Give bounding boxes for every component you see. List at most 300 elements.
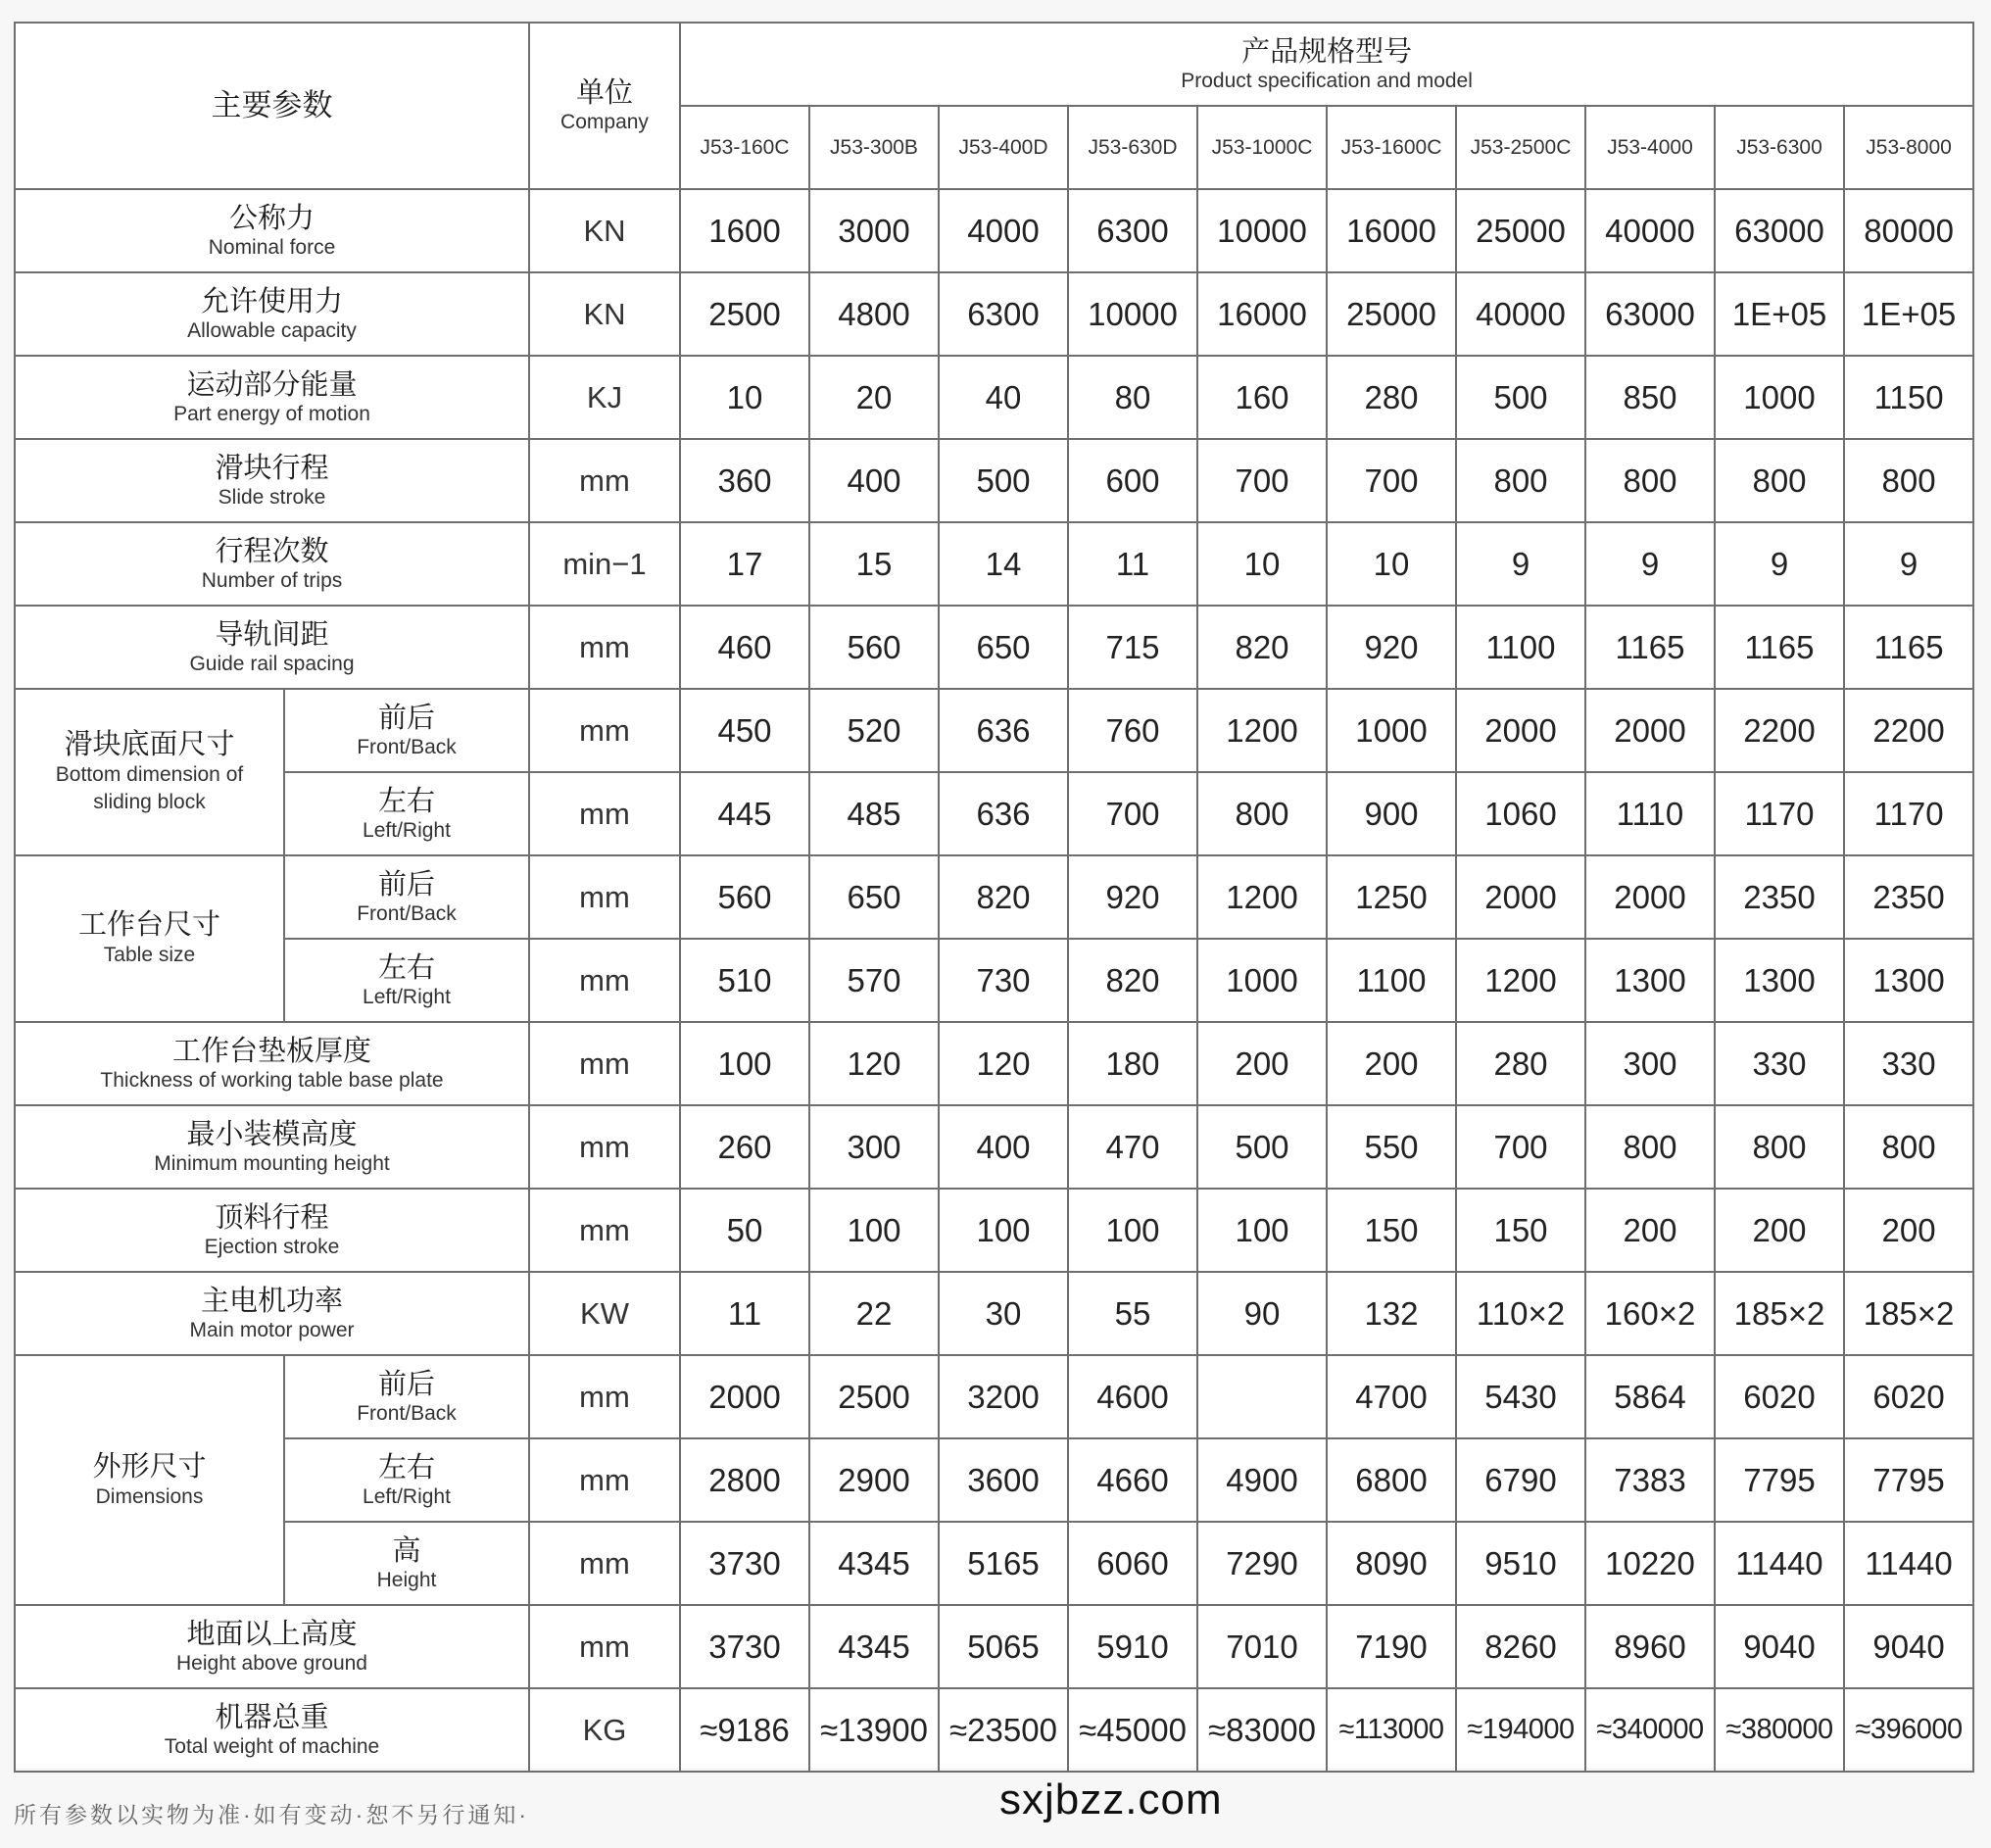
value-cell: 1100 [1456, 606, 1585, 689]
unit-cell: KG [529, 1688, 680, 1772]
value-cell: 3730 [680, 1522, 809, 1605]
value-cell: 1300 [1715, 939, 1844, 1022]
table-row [15, 1105, 1973, 1189]
param-sub-label [284, 939, 529, 1022]
value-cell: 636 [939, 772, 1068, 855]
param-sub-label [284, 1438, 529, 1522]
value-cell: 2000 [1456, 689, 1585, 772]
header-unit-en: Company [560, 111, 649, 133]
value-cell: 4345 [809, 1605, 939, 1688]
value-cell: 11 [1068, 522, 1197, 606]
value-cell: 920 [1327, 606, 1456, 689]
value-cell: 9510 [1456, 1522, 1585, 1605]
value-cell: 100 [809, 1189, 939, 1272]
value-cell: ≈340000 [1585, 1688, 1715, 1772]
param-label-en: Ejection stroke [204, 1235, 340, 1258]
value-cell: 7795 [1715, 1438, 1844, 1522]
table-row [15, 1189, 1973, 1272]
value-cell: 800 [1585, 1105, 1715, 1189]
param-label [15, 1688, 529, 1772]
param-label-cn: 导轨间距 [215, 618, 329, 651]
value-cell: 160 [1197, 356, 1327, 439]
value-cell: 280 [1456, 1022, 1585, 1105]
value-cell: 20 [809, 356, 939, 439]
table-row [15, 939, 1973, 1022]
table-row [15, 1022, 1973, 1105]
value-cell: 2000 [680, 1355, 809, 1438]
value-cell: 5430 [1456, 1355, 1585, 1438]
model-header-cell: J53-6300 [1715, 106, 1844, 189]
unit-cell: KN [529, 272, 680, 356]
value-cell: 3000 [809, 189, 939, 272]
value-cell: 300 [1585, 1022, 1715, 1105]
unit-cell: mm [529, 1105, 680, 1189]
value-cell: 1000 [1327, 689, 1456, 772]
param-label-en: Height above ground [176, 1651, 367, 1675]
model-header-cell: J53-630D [1068, 106, 1197, 189]
param-sub-label-en: Front/Back [357, 1401, 457, 1425]
model-header-cell: J53-160C [680, 106, 809, 189]
value-cell: 110×2 [1456, 1272, 1585, 1355]
param-sub-label [284, 855, 529, 939]
value-cell: 10000 [1197, 189, 1327, 272]
value-cell: 5910 [1068, 1605, 1197, 1688]
unit-cell: KJ [529, 356, 680, 439]
unit-cell: mm [529, 939, 680, 1022]
value-cell: 520 [809, 689, 939, 772]
value-cell: 1165 [1715, 606, 1844, 689]
param-sub-label-en: Left/Right [363, 818, 451, 842]
value-cell: 11440 [1844, 1522, 1973, 1605]
unit-cell: mm [529, 1522, 680, 1605]
value-cell: 8260 [1456, 1605, 1585, 1688]
value-cell: 200 [1197, 1022, 1327, 1105]
value-cell: 570 [809, 939, 939, 1022]
value-cell: 760 [1068, 689, 1197, 772]
value-cell: 4800 [809, 272, 939, 356]
unit-cell: mm [529, 855, 680, 939]
param-sub-label [284, 1522, 529, 1605]
param-label [15, 1022, 529, 1105]
value-cell: 300 [809, 1105, 939, 1189]
value-cell: 8090 [1327, 1522, 1456, 1605]
value-cell: 185×2 [1715, 1272, 1844, 1355]
value-cell: 2350 [1844, 855, 1973, 939]
param-label [15, 356, 529, 439]
value-cell: ≈23500 [939, 1688, 1068, 1772]
table-row [15, 855, 1973, 939]
param-label [15, 1605, 529, 1688]
value-cell: 14 [939, 522, 1068, 606]
value-cell: 11 [680, 1272, 809, 1355]
unit-cell: min−1 [529, 522, 680, 606]
param-sub-label-en: Height [376, 1568, 437, 1591]
value-cell: 2500 [680, 272, 809, 356]
spec-table [14, 22, 1974, 1773]
value-cell: ≈13900 [809, 1688, 939, 1772]
value-cell: 8960 [1585, 1605, 1715, 1688]
value-cell: 1200 [1456, 939, 1585, 1022]
value-cell: 636 [939, 689, 1068, 772]
value-cell: 560 [680, 855, 809, 939]
value-cell: 2800 [680, 1438, 809, 1522]
value-cell: 360 [680, 439, 809, 522]
value-cell: 6790 [1456, 1438, 1585, 1522]
param-label-en: Guide rail spacing [189, 652, 355, 675]
header-unit [529, 23, 680, 189]
value-cell: 4660 [1068, 1438, 1197, 1522]
table-row [15, 522, 1973, 606]
value-cell: 4900 [1197, 1438, 1327, 1522]
value-cell: 2200 [1715, 689, 1844, 772]
value-cell: 6300 [1068, 189, 1197, 272]
value-cell: 500 [939, 439, 1068, 522]
value-cell: 850 [1585, 356, 1715, 439]
param-label-en: Thickness of working table base plate [100, 1068, 444, 1092]
unit-cell: KW [529, 1272, 680, 1355]
param-group-label-cn: 滑块底面尺寸 [64, 729, 235, 760]
param-sub-label-cn: 高 [392, 1534, 421, 1567]
param-label-cn: 顶料行程 [215, 1201, 329, 1234]
value-cell: 17 [680, 522, 809, 606]
value-cell: 7010 [1197, 1605, 1327, 1688]
table-row [15, 606, 1973, 689]
value-cell: 1250 [1327, 855, 1456, 939]
unit-cell: mm [529, 606, 680, 689]
value-cell: 900 [1327, 772, 1456, 855]
header-spec-cn: 产品规格型号 [1241, 35, 1413, 68]
value-cell: 470 [1068, 1105, 1197, 1189]
value-cell: 2000 [1585, 855, 1715, 939]
spec-table-container [14, 22, 1972, 1768]
value-cell: 132 [1327, 1272, 1456, 1355]
param-sub-label-cn: 前后 [377, 702, 435, 734]
value-cell: 200 [1844, 1189, 1973, 1272]
param-group-label-en: Dimensions [95, 1484, 204, 1508]
value-cell: 10 [680, 356, 809, 439]
unit-cell: mm [529, 1605, 680, 1688]
value-cell: 5065 [939, 1605, 1068, 1688]
value-cell: 16000 [1327, 189, 1456, 272]
value-cell: 1165 [1844, 606, 1973, 689]
param-label-cn: 工作台垫板厚度 [171, 1035, 371, 1067]
value-cell: 1150 [1844, 356, 1973, 439]
value-cell: 800 [1715, 1105, 1844, 1189]
value-cell: 650 [809, 855, 939, 939]
value-cell: 200 [1715, 1189, 1844, 1272]
param-sub-label-cn: 左右 [377, 1451, 435, 1483]
value-cell: 40000 [1585, 189, 1715, 272]
value-cell: 3600 [939, 1438, 1068, 1522]
value-cell: 800 [1456, 439, 1585, 522]
value-cell: 400 [809, 439, 939, 522]
param-label [15, 439, 529, 522]
value-cell: 820 [1068, 939, 1197, 1022]
value-cell: 800 [1844, 439, 1973, 522]
param-label-cn: 公称力 [228, 202, 315, 234]
value-cell: 2350 [1715, 855, 1844, 939]
param-group-label-cn: 外形尺寸 [92, 1450, 207, 1483]
value-cell: 120 [939, 1022, 1068, 1105]
value-cell: 10 [1327, 522, 1456, 606]
value-cell: 400 [939, 1105, 1068, 1189]
table-row [15, 1272, 1973, 1355]
value-cell: 550 [1327, 1105, 1456, 1189]
param-label-en: Slide stroke [218, 485, 326, 509]
value-cell: 90 [1197, 1272, 1327, 1355]
param-label-en: Number of trips [201, 568, 343, 592]
value-cell: 1300 [1585, 939, 1715, 1022]
header-unit-cn: 单位 [575, 77, 633, 109]
value-cell: 5864 [1585, 1355, 1715, 1438]
value-cell: 2000 [1456, 855, 1585, 939]
param-label-cn: 行程次数 [215, 535, 329, 567]
param-sub-label [284, 689, 529, 772]
value-cell: 1000 [1715, 356, 1844, 439]
value-cell: ≈83000 [1197, 1688, 1327, 1772]
value-cell: 1170 [1715, 772, 1844, 855]
value-cell: 100 [939, 1189, 1068, 1272]
param-sub-label-cn: 左右 [377, 785, 435, 817]
value-cell: 9 [1844, 522, 1973, 606]
value-cell: 560 [809, 606, 939, 689]
value-cell: 1110 [1585, 772, 1715, 855]
param-sub-label-cn: 前后 [377, 1368, 435, 1400]
value-cell: 3730 [680, 1605, 809, 1688]
param-label-cn: 运动部分能量 [186, 368, 358, 401]
value-cell: 1600 [680, 189, 809, 272]
value-cell: 7190 [1327, 1605, 1456, 1688]
param-label [15, 522, 529, 606]
value-cell: ≈9186 [680, 1688, 809, 1772]
value-cell: 16000 [1197, 272, 1327, 356]
unit-cell: mm [529, 1022, 680, 1105]
param-sub-label-en: Front/Back [357, 901, 457, 925]
header-param [15, 23, 529, 189]
value-cell: 1300 [1844, 939, 1973, 1022]
param-label [15, 606, 529, 689]
value-cell: 800 [1585, 439, 1715, 522]
value-cell: 100 [1068, 1189, 1197, 1272]
param-label-cn: 主电机功率 [200, 1285, 343, 1317]
value-cell: 40000 [1456, 272, 1585, 356]
value-cell: 2500 [809, 1355, 939, 1438]
value-cell: 800 [1844, 1105, 1973, 1189]
value-cell: 25000 [1327, 272, 1456, 356]
value-cell: 4700 [1327, 1355, 1456, 1438]
param-label [15, 1189, 529, 1272]
value-cell: 7290 [1197, 1522, 1327, 1605]
value-cell: 6800 [1327, 1438, 1456, 1522]
value-cell: 3200 [939, 1355, 1068, 1438]
value-cell: 1165 [1585, 606, 1715, 689]
value-cell: 22 [809, 1272, 939, 1355]
value-cell: 30 [939, 1272, 1068, 1355]
value-cell: 1170 [1844, 772, 1973, 855]
value-cell: 25000 [1456, 189, 1585, 272]
table-row [15, 189, 1973, 272]
param-group-label-cn: 工作台尺寸 [77, 909, 220, 941]
unit-cell: mm [529, 1355, 680, 1438]
value-cell: 9040 [1844, 1605, 1973, 1688]
value-cell: 1060 [1456, 772, 1585, 855]
value-cell: 920 [1068, 855, 1197, 939]
value-cell: 700 [1456, 1105, 1585, 1189]
table-row [15, 356, 1973, 439]
table-row [15, 772, 1973, 855]
unit-cell: KN [529, 189, 680, 272]
value-cell: 1200 [1197, 855, 1327, 939]
value-cell: 6300 [939, 272, 1068, 356]
param-sub-label [284, 1355, 529, 1438]
value-cell: 820 [939, 855, 1068, 939]
param-sub-label-cn: 前后 [377, 868, 435, 900]
value-cell: 15 [809, 522, 939, 606]
value-cell: 330 [1715, 1022, 1844, 1105]
value-cell: 40 [939, 356, 1068, 439]
value-cell: 450 [680, 689, 809, 772]
value-cell: 7383 [1585, 1438, 1715, 1522]
value-cell: 460 [680, 606, 809, 689]
param-label [15, 1105, 529, 1189]
value-cell: 10220 [1585, 1522, 1715, 1605]
param-label [15, 189, 529, 272]
value-cell: 330 [1844, 1022, 1973, 1105]
value-cell: 185×2 [1844, 1272, 1973, 1355]
table-row [15, 1438, 1973, 1522]
value-cell: 730 [939, 939, 1068, 1022]
value-cell: 7795 [1844, 1438, 1973, 1522]
value-cell: 800 [1197, 772, 1327, 855]
value-cell: 63000 [1715, 189, 1844, 272]
param-sub-label [284, 772, 529, 855]
value-cell: 445 [680, 772, 809, 855]
value-cell: 50 [680, 1189, 809, 1272]
param-label [15, 272, 529, 356]
value-cell: 63000 [1585, 272, 1715, 356]
value-cell: 1E+05 [1715, 272, 1844, 356]
value-cell: 2000 [1585, 689, 1715, 772]
value-cell: 700 [1327, 439, 1456, 522]
value-cell: 9 [1715, 522, 1844, 606]
unit-cell: mm [529, 772, 680, 855]
value-cell: 485 [809, 772, 939, 855]
value-cell: 100 [680, 1022, 809, 1105]
value-cell: 510 [680, 939, 809, 1022]
param-group-label [15, 1355, 284, 1605]
value-cell: 100 [1197, 1189, 1327, 1272]
value-cell: 1100 [1327, 939, 1456, 1022]
value-cell: 10 [1197, 522, 1327, 606]
table-row [15, 1605, 1973, 1688]
value-cell: 2900 [809, 1438, 939, 1522]
value-cell: 2200 [1844, 689, 1973, 772]
value-cell: 9 [1456, 522, 1585, 606]
value-cell: 80000 [1844, 189, 1973, 272]
param-label-en: Minimum mounting height [154, 1151, 390, 1175]
model-header-cell: J53-8000 [1844, 106, 1973, 189]
param-group-label [15, 689, 284, 855]
param-label-cn: 机器总重 [215, 1701, 329, 1733]
value-cell: 9040 [1715, 1605, 1844, 1688]
value-cell: 4345 [809, 1522, 939, 1605]
value-cell: 1200 [1197, 689, 1327, 772]
value-cell: 80 [1068, 356, 1197, 439]
header-spec [680, 23, 1973, 106]
param-label-en: Part energy of motion [173, 402, 370, 425]
value-cell: 600 [1068, 439, 1197, 522]
value-cell: 500 [1456, 356, 1585, 439]
param-label-cn: 滑块行程 [215, 452, 329, 484]
param-label-cn: 地面以上高度 [186, 1618, 358, 1650]
value-cell: 260 [680, 1105, 809, 1189]
value-cell: ≈194000 [1456, 1688, 1585, 1772]
value-cell: 6020 [1715, 1355, 1844, 1438]
value-cell: 11440 [1715, 1522, 1844, 1605]
footer-site: sxjbzz.com [999, 1775, 1223, 1824]
header-spec-en: Product specification and model [1181, 69, 1473, 92]
value-cell: 800 [1715, 439, 1844, 522]
value-cell: 700 [1197, 439, 1327, 522]
value-cell: 180 [1068, 1022, 1197, 1105]
value-cell: 1000 [1197, 939, 1327, 1022]
param-label-en: Total weight of machine [164, 1734, 380, 1758]
param-group-label-en: Table size [103, 944, 196, 966]
param-label-en: Allowable capacity [187, 318, 357, 342]
table-row [15, 272, 1973, 356]
table-row [15, 689, 1973, 772]
model-header-cell: J53-300B [809, 106, 939, 189]
value-cell: ≈113000 [1327, 1688, 1456, 1772]
param-sub-label-en: Left/Right [363, 1484, 451, 1508]
value-cell: 150 [1327, 1189, 1456, 1272]
value-cell: 6020 [1844, 1355, 1973, 1438]
value-cell: 820 [1197, 606, 1327, 689]
value-cell: 5165 [939, 1522, 1068, 1605]
value-cell: 160×2 [1585, 1272, 1715, 1355]
model-header-cell: J53-400D [939, 106, 1068, 189]
value-cell: 280 [1327, 356, 1456, 439]
value-cell: 4000 [939, 189, 1068, 272]
model-header-cell: J53-2500C [1456, 106, 1585, 189]
unit-cell: mm [529, 1189, 680, 1272]
model-header-cell: J53-1600C [1327, 106, 1456, 189]
table-row [15, 1522, 1973, 1605]
header-param-cn: 主要参数 [211, 88, 333, 122]
value-cell: 200 [1327, 1022, 1456, 1105]
unit-cell: mm [529, 689, 680, 772]
table-row [15, 1355, 1973, 1438]
param-label [15, 1272, 529, 1355]
footer-note: 所有参数以实物为准·如有变动·恕不另行通知· [14, 1802, 529, 1827]
value-cell: ≈45000 [1068, 1688, 1197, 1772]
model-header-cell: J53-4000 [1585, 106, 1715, 189]
param-sub-label-cn: 左右 [377, 951, 435, 984]
param-label-cn: 允许使用力 [200, 285, 343, 317]
param-group-label-en: Bottom dimension of sliding block [55, 763, 244, 813]
table-row [15, 439, 1973, 522]
param-sub-label-en: Left/Right [363, 985, 451, 1008]
value-cell: 55 [1068, 1272, 1197, 1355]
model-header-cell: J53-1000C [1197, 106, 1327, 189]
param-group-label [15, 855, 284, 1022]
param-label-cn: 最小装模高度 [186, 1118, 358, 1150]
value-cell: 4600 [1068, 1355, 1197, 1438]
value-cell: ≈396000 [1844, 1688, 1973, 1772]
value-cell [1197, 1355, 1327, 1438]
value-cell: 150 [1456, 1189, 1585, 1272]
value-cell: 650 [939, 606, 1068, 689]
